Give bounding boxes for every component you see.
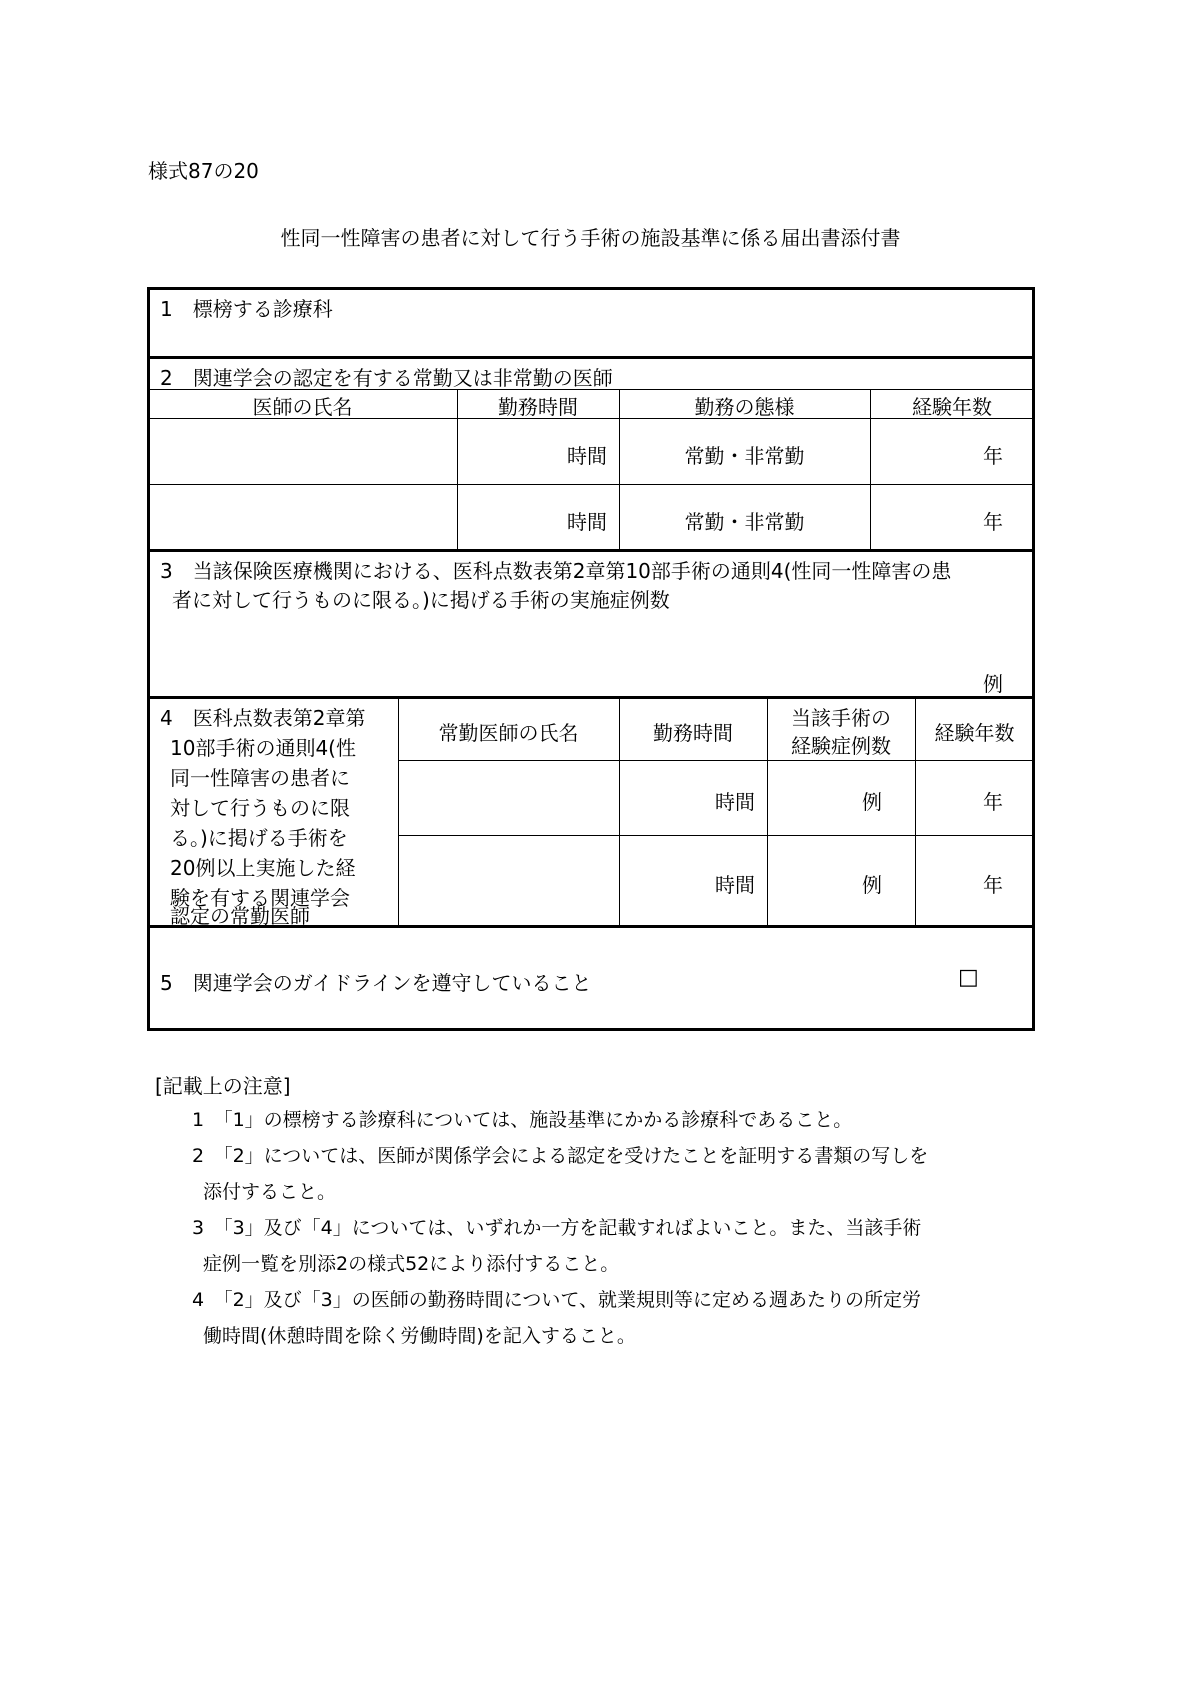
label-line: 対して行うものに限 <box>170 796 350 820</box>
header-years-experience: 経験年数 <box>912 395 992 419</box>
years-unit: 年 <box>983 790 1003 814</box>
divider <box>147 549 1035 552</box>
note-item: 1 「1」の標榜する診療科については、施設基準にかかる診療科であること。 <box>192 1109 853 1131</box>
header-work-type: 勤務の態様 <box>694 395 795 419</box>
section5-label: 5 関連学会のガイドラインを遵守していること <box>160 971 592 995</box>
work-type-option[interactable]: 常勤・非常勤 <box>684 444 805 468</box>
note-item: 働時間(休憩時間を除く労働時間)を記入すること。 <box>203 1325 636 1347</box>
header-case-count-line2: 経験症例数 <box>791 734 891 758</box>
note-item: 症例一覧を別添2の様式52により添付すること。 <box>203 1253 620 1275</box>
divider <box>398 835 1035 836</box>
header-working-hours: 勤務時間 <box>653 721 733 745</box>
hours-unit: 時間 <box>567 444 607 468</box>
hours-unit: 時間 <box>567 510 607 534</box>
label-line: る。)に掲げる手術を <box>170 826 348 850</box>
cases-unit: 例 <box>862 790 882 814</box>
hours-unit: 時間 <box>715 790 755 814</box>
header-doctor-name: 医師の氏名 <box>252 395 353 419</box>
divider <box>398 760 1035 761</box>
form-number: 様式87の20 <box>148 159 259 183</box>
years-unit: 年 <box>983 873 1003 897</box>
notes-heading: [記載上の注意] <box>155 1074 291 1098</box>
label-line: 10部手術の通則4(性 <box>170 736 356 760</box>
section3-line2: 者に対して行うものに限る。)に掲げる手術の実施症例数 <box>172 588 670 612</box>
divider <box>147 389 1035 390</box>
label-line: 同一性障害の患者に <box>170 766 350 790</box>
years-unit: 年 <box>983 444 1003 468</box>
section3-line1: 3 当該保険医療機関における、医科点数表第2章第10部手術の通則4(性同一性障害の患 <box>160 559 952 583</box>
hours-unit: 時間 <box>715 873 755 897</box>
doctor-name-field[interactable] <box>150 420 455 482</box>
years-unit: 年 <box>983 510 1003 534</box>
label-line: 験を有する関連学会 <box>170 886 350 910</box>
header-working-hours: 勤務時間 <box>498 395 578 419</box>
document-title: 性同一性障害の患者に対して行う手術の施設基準に係る届出書添付書 <box>280 226 901 250</box>
work-type-option[interactable]: 常勤・非常勤 <box>684 510 805 534</box>
divider <box>147 484 1035 485</box>
section1-label: 1 標榜する診療科 <box>160 297 333 321</box>
doctor-name-field[interactable] <box>150 486 455 548</box>
header-case-count-line1: 当該手術の <box>791 706 891 730</box>
label-line: 認定の常勤医師 <box>170 904 310 928</box>
note-item: 4 「2」及び「3」の医師の勤務時間について、就業規則等に定める週あたりの所定労 <box>192 1289 922 1311</box>
cases-unit: 例 <box>983 672 1003 696</box>
doctor-name-field[interactable] <box>400 837 617 924</box>
cases-unit: 例 <box>862 873 882 897</box>
guideline-checkbox[interactable]: □ <box>958 965 979 990</box>
header-years-experience: 経験年数 <box>934 721 1015 745</box>
label-line: 20例以上実施した経 <box>170 856 356 880</box>
label-line: 4 医科点数表第2章第 <box>160 706 366 730</box>
doctor-name-field[interactable] <box>400 762 617 833</box>
header-fulltime-doctor-name: 常勤医師の氏名 <box>438 721 579 745</box>
note-item: 添付すること。 <box>203 1181 337 1203</box>
note-item: 3 「3」及び「4」については、いずれか一方を記載すればよいこと。また、当該手術 <box>192 1217 922 1239</box>
note-item: 2 「2」については、医師が関係学会による認定を受けたことを証明する書類の写しを <box>192 1145 929 1167</box>
divider <box>147 356 1035 359</box>
section2-label: 2 関連学会の認定を有する常勤又は非常勤の医師 <box>160 366 613 390</box>
divider <box>147 696 1035 699</box>
